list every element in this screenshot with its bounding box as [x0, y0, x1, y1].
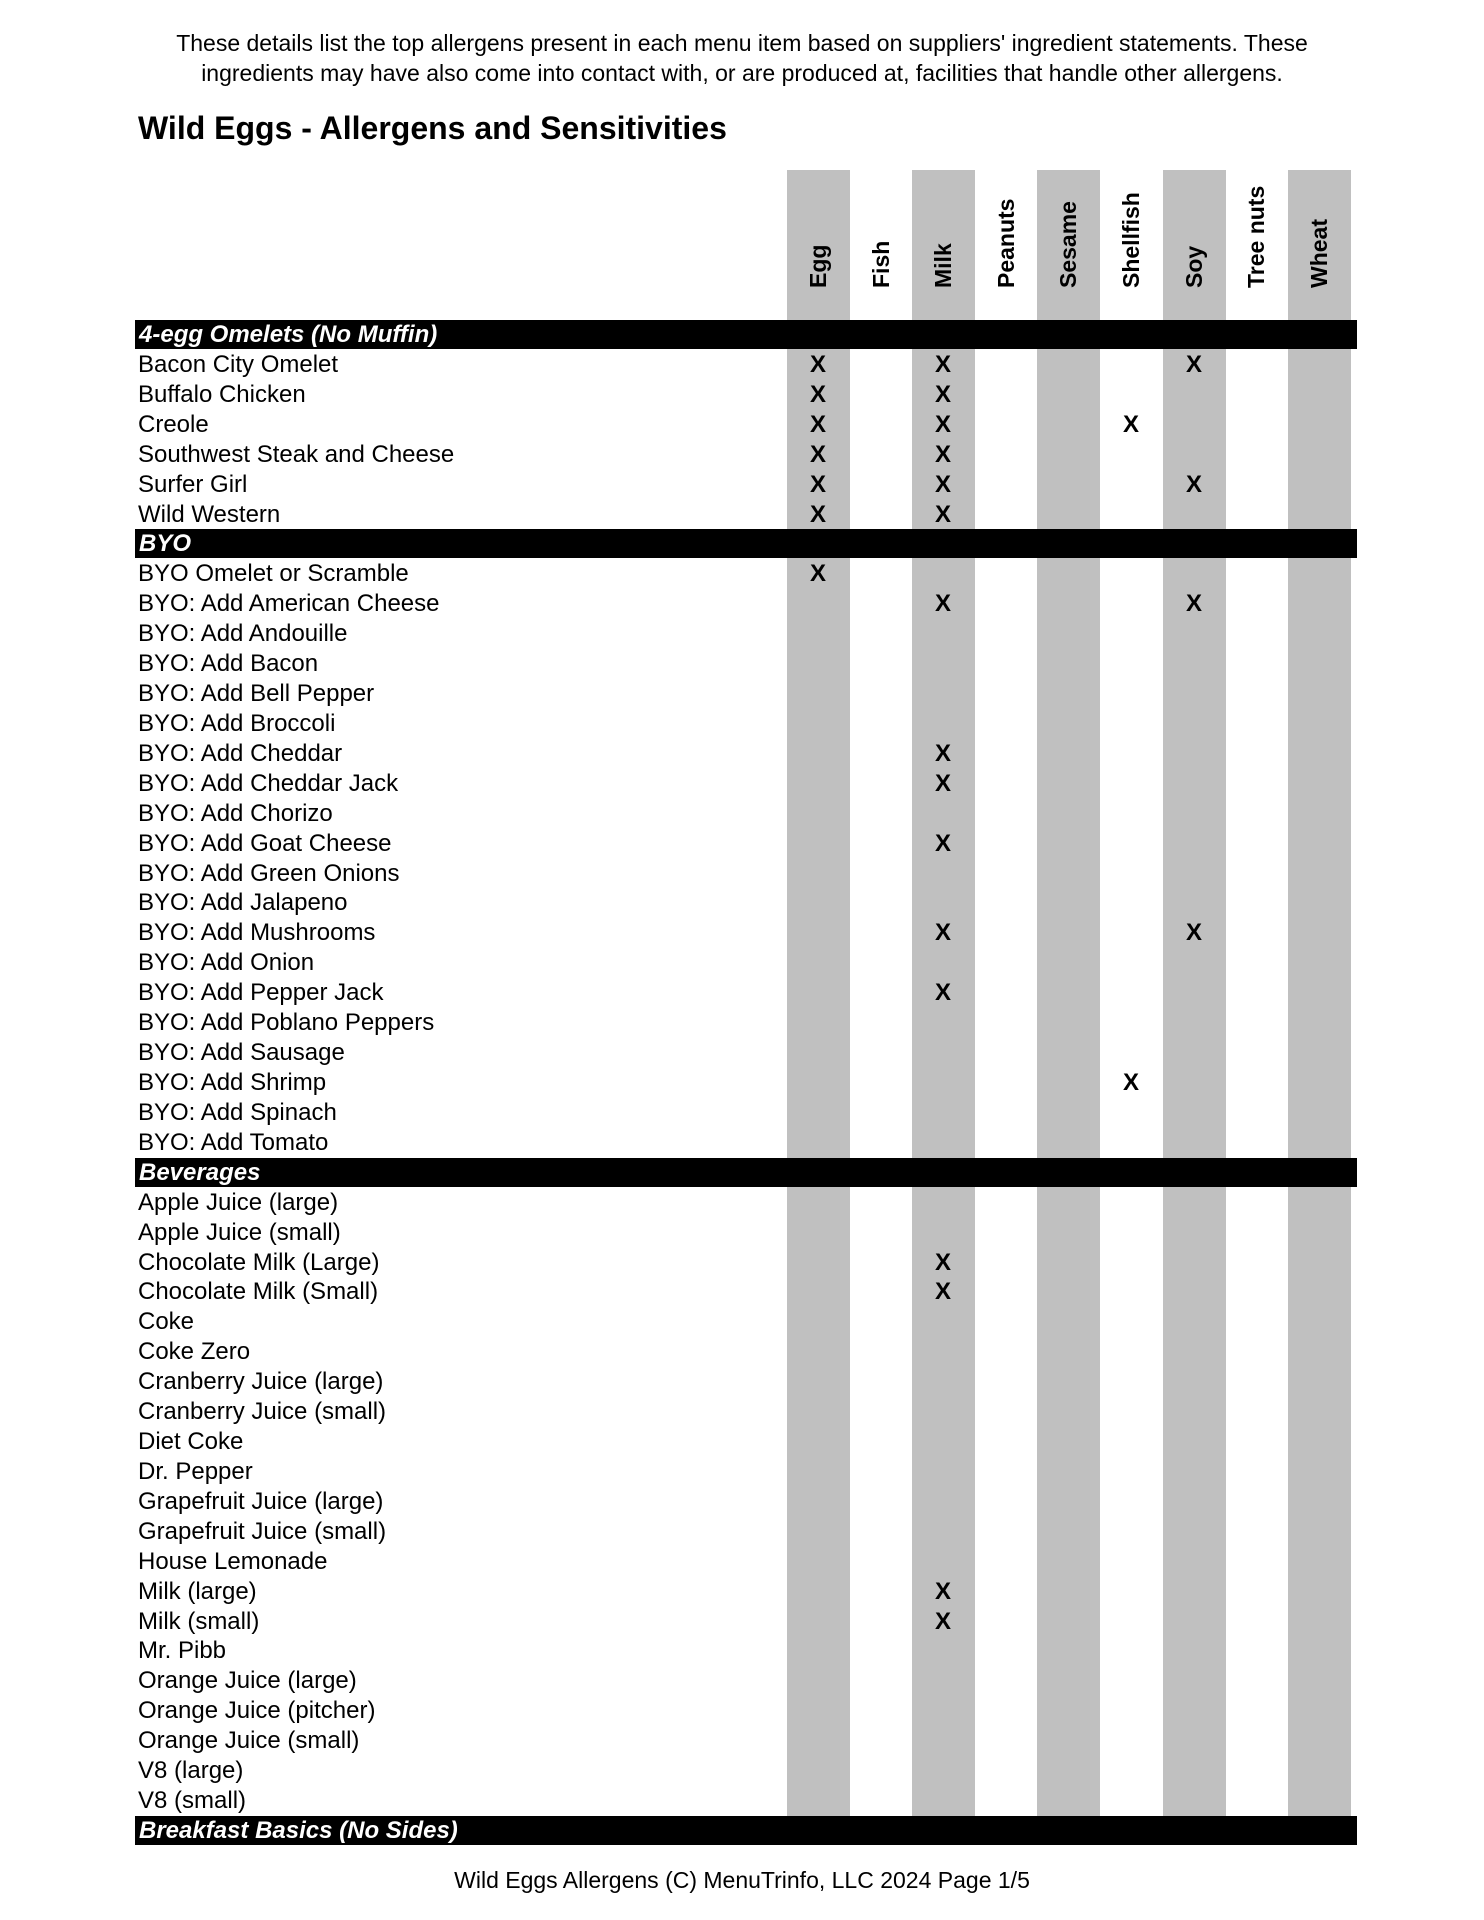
menu-item-name: BYO: Add Shrimp — [138, 1069, 327, 1096]
table-row — [135, 589, 1357, 619]
allergen-mark-milk: X — [934, 1249, 951, 1276]
allergen-mark-egg: X — [809, 471, 826, 498]
menu-item-name: Buffalo Chicken — [138, 381, 306, 408]
table-row — [135, 1696, 1357, 1726]
table-row — [135, 1427, 1357, 1457]
column-header-label: Egg — [805, 244, 831, 288]
menu-item-name: Coke — [138, 1308, 195, 1335]
column-header-label: Fish — [868, 240, 894, 288]
table-row — [135, 978, 1357, 1008]
allergen-mark-milk: X — [934, 1578, 951, 1605]
column-header-label: Milk — [930, 243, 956, 288]
table-row — [135, 1038, 1357, 1068]
table-row — [135, 709, 1357, 739]
section-title: BYO — [139, 530, 192, 557]
table-row — [135, 1188, 1357, 1218]
menu-item-name: BYO Omelet or Scramble — [138, 560, 409, 587]
allergen-mark-milk: X — [934, 740, 951, 767]
menu-item-name: Chocolate Milk (Small) — [138, 1278, 379, 1305]
table-row — [135, 1726, 1357, 1756]
table-row — [135, 410, 1357, 440]
menu-item-name: House Lemonade — [138, 1548, 328, 1575]
table-row — [135, 859, 1357, 889]
menu-item-name: V8 (small) — [138, 1787, 247, 1814]
allergen-mark-soy: X — [1185, 590, 1202, 617]
menu-item-name: Chocolate Milk (Large) — [138, 1249, 380, 1276]
allergen-mark-soy: X — [1185, 471, 1202, 498]
table-row — [135, 1277, 1357, 1307]
menu-item-name: Bacon City Omelet — [138, 351, 339, 378]
table-row — [135, 1487, 1357, 1517]
menu-item-name: Cranberry Juice (small) — [138, 1398, 387, 1425]
table-row — [135, 559, 1357, 589]
table-row — [135, 948, 1357, 978]
section-title: Beverages — [139, 1159, 261, 1186]
section-header — [135, 1816, 1357, 1845]
allergen-mark-egg: X — [809, 560, 826, 587]
table-row — [135, 1008, 1357, 1038]
table-row — [135, 1337, 1357, 1367]
menu-item-name: BYO: Add Andouille — [138, 620, 348, 647]
menu-item-name: Southwest Steak and Cheese — [138, 441, 455, 468]
table-row — [135, 1098, 1357, 1128]
allergen-mark-milk: X — [934, 471, 951, 498]
menu-item-name: Grapefruit Juice (small) — [138, 1518, 387, 1545]
table-row — [135, 888, 1357, 918]
table-row — [135, 1607, 1357, 1637]
allergen-mark-milk: X — [934, 590, 951, 617]
menu-item-name: BYO: Add Sausage — [138, 1039, 345, 1066]
allergen-mark-egg: X — [809, 351, 826, 378]
menu-item-name: BYO: Add American Cheese — [138, 590, 440, 617]
table-row — [135, 500, 1357, 530]
menu-item-name: Creole — [138, 411, 209, 438]
menu-item-name: BYO: Add Onion — [138, 949, 315, 976]
table-row — [135, 1547, 1357, 1577]
table-row — [135, 1068, 1357, 1098]
section-header — [135, 1158, 1357, 1187]
table-row — [135, 1517, 1357, 1547]
menu-item-name: Cranberry Juice (large) — [138, 1368, 384, 1395]
menu-item-name: BYO: Add Broccoli — [138, 710, 336, 737]
allergen-mark-milk: X — [934, 770, 951, 797]
column-header-label: Peanuts — [993, 198, 1019, 288]
menu-item-name: BYO: Add Chorizo — [138, 800, 333, 827]
table-row — [135, 1577, 1357, 1607]
menu-item-name: BYO: Add Bell Pepper — [138, 680, 375, 707]
menu-item-name: Wild Western — [138, 501, 281, 528]
menu-item-name: Coke Zero — [138, 1338, 251, 1365]
table-row — [135, 1367, 1357, 1397]
page-footer: Wild Eggs Allergens (C) MenuTrinfo, LLC 2024 Page 1/5 — [454, 1867, 1030, 1893]
menu-item-name: BYO: Add Mushrooms — [138, 919, 376, 946]
menu-item-name: V8 (large) — [138, 1757, 244, 1784]
menu-item-name: Orange Juice (large) — [138, 1667, 357, 1694]
section-title: Breakfast Basics (No Sides) — [139, 1817, 458, 1844]
section-title: 4-egg Omelets (No Muffin) — [139, 321, 438, 348]
table-row — [135, 1756, 1357, 1786]
table-row — [135, 1218, 1357, 1248]
table-row — [135, 829, 1357, 859]
menu-item-name: Mr. Pibb — [138, 1637, 227, 1664]
table-row — [135, 679, 1357, 709]
intro-line-2: ingredients may have also come into contact with, or are produced at, facilities that handle other allergens. — [201, 60, 1283, 86]
table-row — [135, 619, 1357, 649]
page-title: Wild Eggs - Allergens and Sensitivities — [138, 110, 727, 146]
allergen-mark-milk: X — [934, 1608, 951, 1635]
allergen-mark-egg: X — [809, 501, 826, 528]
allergen-mark-soy: X — [1185, 351, 1202, 378]
menu-item-name: BYO: Add Poblano Peppers — [138, 1009, 435, 1036]
table-row — [135, 799, 1357, 829]
section-header — [135, 529, 1357, 558]
column-header-label: Soy — [1181, 245, 1207, 288]
menu-item-name: BYO: Add Bacon — [138, 650, 319, 677]
allergen-mark-milk: X — [934, 919, 951, 946]
allergen-mark-milk: X — [934, 351, 951, 378]
menu-item-name: Milk (large) — [138, 1578, 257, 1605]
column-header-label: Wheat — [1306, 219, 1332, 288]
menu-item-name: Apple Juice (large) — [138, 1189, 339, 1216]
table-row — [135, 918, 1357, 948]
table-row — [135, 649, 1357, 679]
allergen-mark-milk: X — [934, 441, 951, 468]
table-row — [135, 1666, 1357, 1696]
menu-item-name: BYO: Add Goat Cheese — [138, 830, 392, 857]
table-row — [135, 739, 1357, 769]
menu-item-name: BYO: Add Tomato — [138, 1129, 329, 1156]
allergen-mark-egg: X — [809, 381, 826, 408]
menu-item-name: Grapefruit Juice (large) — [138, 1488, 384, 1515]
menu-item-name: BYO: Add Pepper Jack — [138, 979, 384, 1006]
allergen-mark-egg: X — [809, 441, 826, 468]
allergen-mark-egg: X — [809, 411, 826, 438]
menu-item-name: Milk (small) — [138, 1608, 260, 1635]
allergen-mark-shellfish: X — [1122, 1069, 1139, 1096]
table-row — [135, 1248, 1357, 1278]
allergen-mark-soy: X — [1185, 919, 1202, 946]
allergen-mark-milk: X — [934, 501, 951, 528]
table-row — [135, 470, 1357, 500]
allergen-mark-shellfish: X — [1122, 411, 1139, 438]
allergen-mark-milk: X — [934, 381, 951, 408]
menu-item-name: BYO: Add Spinach — [138, 1099, 337, 1126]
table-row — [135, 380, 1357, 410]
menu-item-name: BYO: Add Green Onions — [138, 860, 400, 887]
menu-item-name: BYO: Add Cheddar Jack — [138, 770, 399, 797]
table-row — [135, 1457, 1357, 1487]
menu-item-name: Orange Juice (small) — [138, 1727, 360, 1754]
table-row — [135, 1636, 1357, 1666]
section-header — [135, 320, 1357, 349]
menu-item-name: Diet Coke — [138, 1428, 244, 1455]
allergen-mark-milk: X — [934, 979, 951, 1006]
allergen-mark-milk: X — [934, 830, 951, 857]
menu-item-name: BYO: Add Cheddar — [138, 740, 343, 767]
table-row — [135, 769, 1357, 799]
column-header-label: Sesame — [1055, 201, 1081, 288]
intro-line-1: These details list the top allergens present in each menu item based on suppliers' ingredient statements. These — [176, 30, 1308, 56]
menu-item-name: Surfer Girl — [138, 471, 248, 498]
table-row — [135, 440, 1357, 470]
column-header-label: Shellfish — [1118, 192, 1144, 288]
menu-item-name: Orange Juice (pitcher) — [138, 1697, 376, 1724]
allergen-mark-milk: X — [934, 411, 951, 438]
table-row — [135, 1786, 1357, 1816]
table-row — [135, 350, 1357, 380]
table-row — [135, 1307, 1357, 1337]
allergen-mark-milk: X — [934, 1278, 951, 1305]
menu-item-name: BYO: Add Jalapeno — [138, 889, 348, 916]
menu-item-name: Dr. Pepper — [138, 1458, 253, 1485]
column-header-label: Tree nuts — [1243, 185, 1269, 288]
table-row — [135, 1397, 1357, 1427]
menu-item-name: Apple Juice (small) — [138, 1219, 341, 1246]
table-row — [135, 1128, 1357, 1158]
